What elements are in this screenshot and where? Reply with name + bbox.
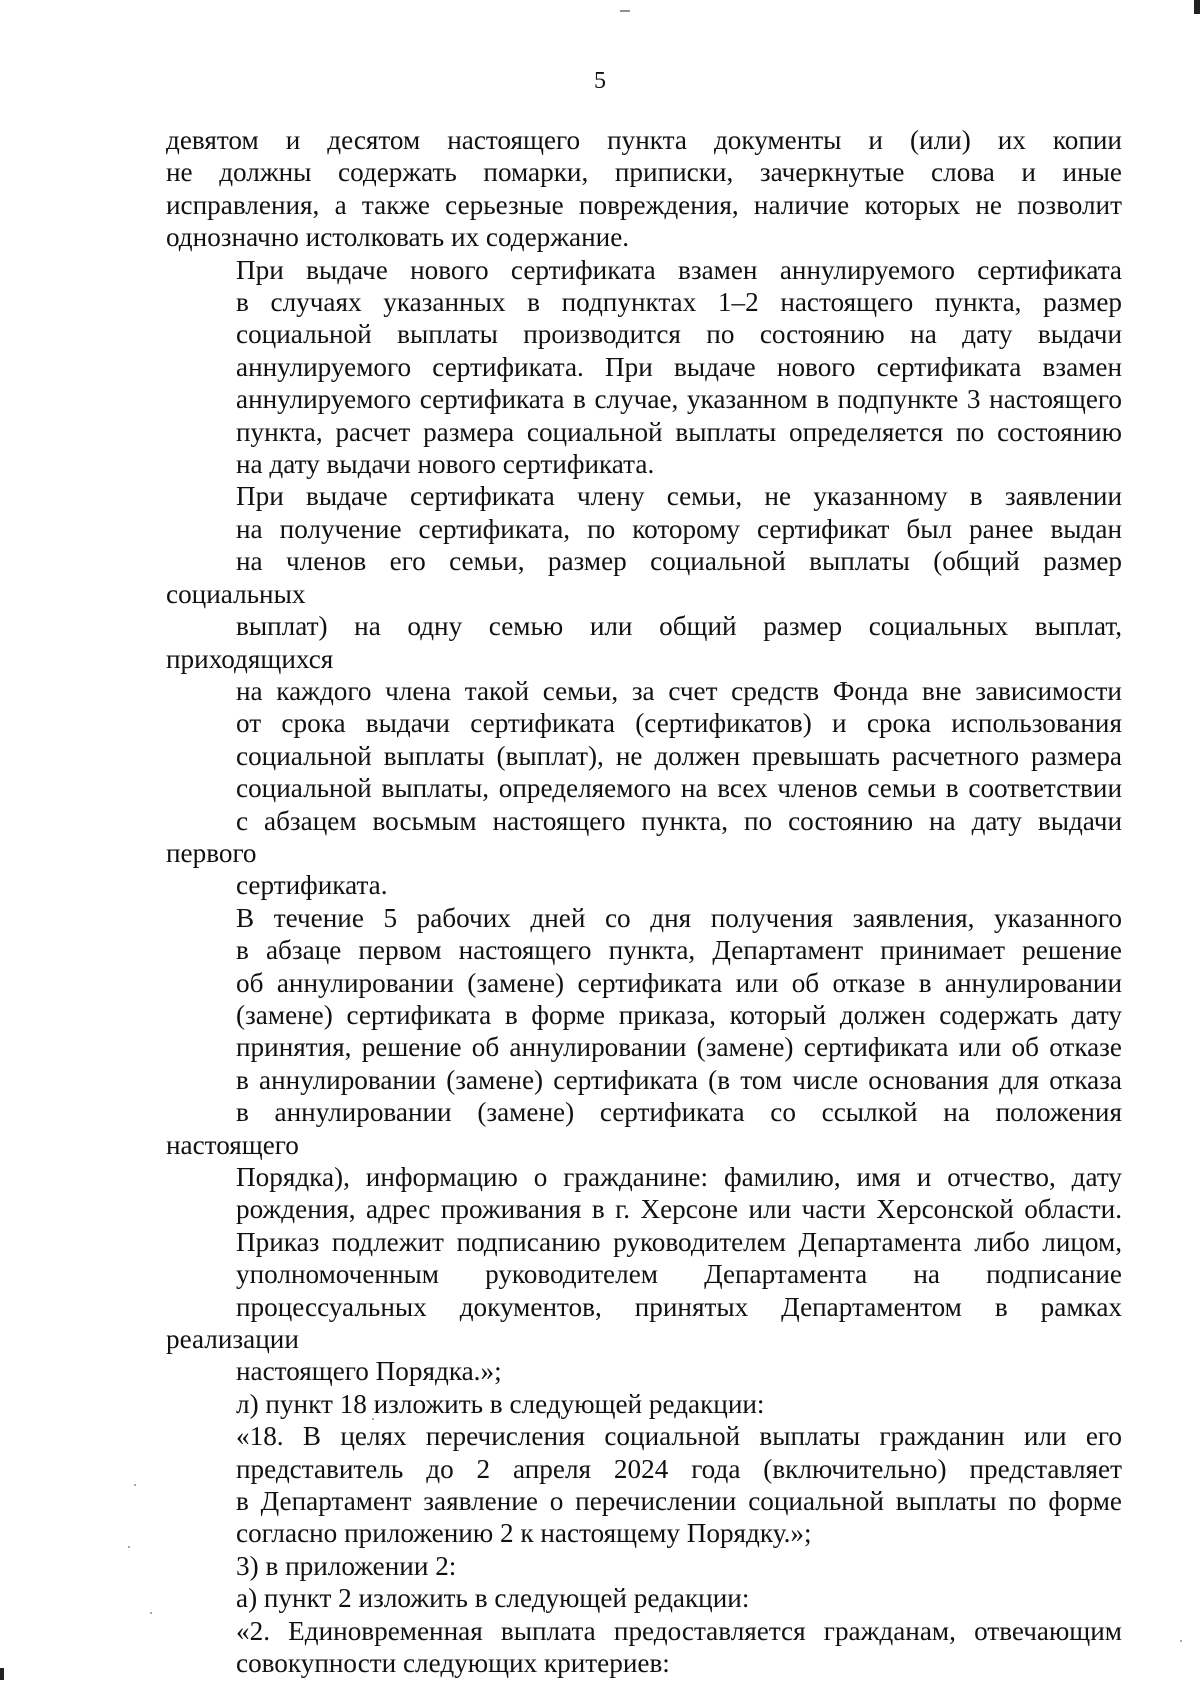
text-line: совокупности следующих критериев: <box>236 1648 670 1679</box>
text-line: на каждого члена такой семьи, за счет средств Фонда вне зависимости <box>236 675 1122 706</box>
text-line: При выдаче нового сертификата взамен аннулируемого сертификата <box>236 254 1122 285</box>
scan-artifact <box>1194 0 1200 14</box>
text-line: Приказ подлежит подписанию руководителем Департамента либо лицом, <box>236 1226 1122 1257</box>
scan-speck <box>134 1484 136 1486</box>
scan-speck <box>128 1546 130 1548</box>
text-line: а) пункт 2 изложить в следующей редакции: <box>236 1583 750 1614</box>
scan-speck <box>150 1612 152 1614</box>
text-line: настоящего Порядка.»; <box>236 1356 502 1387</box>
text-line: социальной выплаты, определяемого на всех членов семьи в соответствии <box>236 773 1122 804</box>
scan-speck <box>1180 1640 1182 1642</box>
text-line: на получение сертификата, по которому сертификат был ранее выдан <box>236 513 1122 544</box>
text-line: в Департамент заявление о перечислении социальной выплаты по форме <box>236 1486 1122 1517</box>
text-line: однозначно истолковать их содержание. <box>166 222 630 253</box>
text-line: в аннулировании (замене) сертификата со ссылкой на положения настоящего <box>166 1097 1122 1160</box>
text-line: с абзацем восьмым настоящего пункта, по состоянию на дату выдачи первого <box>166 805 1122 868</box>
text-line: пункта, расчет размера социальной выплаты определяется по состоянию <box>236 416 1122 447</box>
text-line: Порядка), информацию о гражданине: фамилию, имя и отчество, дату <box>236 1162 1122 1192</box>
text-line: не должны содержать помарки, приписки, зачеркнутые слова и иные <box>166 157 1122 188</box>
text-line: «2. Единовременная выплата предоставляется гражданам, отвечающим <box>236 1615 1122 1646</box>
text-line: представитель до 2 апреля 2024 года (включительно) представляет <box>236 1453 1122 1484</box>
text-line: сертификата. <box>236 870 388 901</box>
text-line: социальной выплаты (выплат), не должен превышать расчетного размера <box>236 740 1122 771</box>
text-line: В течение 5 рабочих дней со дня получения заявления, указанного <box>236 902 1122 933</box>
text-line: согласно приложению 2 к настоящему Порядку.»; <box>236 1518 812 1549</box>
text-line: в аннулировании (замене) сертификата (в том числе основания для отказа <box>236 1064 1122 1095</box>
text-line: «18. В целях перечисления социальной выплаты гражданин или его <box>236 1421 1122 1452</box>
paragraph <box>166 254 1122 481</box>
text-line: рождения, адрес проживания в г. Херсоне или части Херсонской области. <box>236 1194 1122 1225</box>
paragraph <box>166 480 1122 901</box>
text-line: принятия, решение об аннулировании (замене) сертификата или об отказе <box>236 1032 1122 1063</box>
text-line: выплат) на одну семью или общий размер социальных выплат, приходящихся <box>166 611 1122 674</box>
text-line: на дату выдачи нового сертификата. <box>236 449 655 480</box>
text-line: на членов его семьи, размер социальной выплаты (общий размер социальных <box>166 546 1122 609</box>
text-line: в абзаце первом настоящего пункта, Департамент принимает решение <box>236 935 1122 966</box>
text-line: девятом и десятом настоящего пункта документы и (или) их копии <box>166 125 1122 155</box>
paragraph <box>166 1615 1122 1680</box>
text-line: (замене) сертификата в форме приказа, который должен содержать дату <box>236 999 1122 1030</box>
scan-artifact <box>0 1668 4 1680</box>
paragraph <box>166 1550 1122 1582</box>
text-line: от срока выдачи сертификата (сертификатов) и срока использования <box>236 708 1122 739</box>
paragraph <box>166 1388 1122 1420</box>
paragraph <box>166 902 1122 1388</box>
text-line: процессуальных документов, принятых Департаментом в рамках реализации <box>166 1291 1122 1355</box>
text-line: л) пункт 18 изложить в следующей редакции: <box>236 1388 765 1419</box>
scan-artifact <box>620 10 630 12</box>
text-line: При выдаче сертификата члену семьи, не указанному в заявлении <box>236 481 1122 512</box>
page-number: 5 <box>594 68 606 94</box>
paragraph <box>166 1420 1122 1550</box>
text-line: аннулируемого сертификата в случае, указанном в подпункте 3 настоящего <box>236 384 1122 415</box>
paragraph <box>166 124 1122 254</box>
document-body <box>166 124 1122 1680</box>
text-line: в случаях указанных в подпунктах 1–2 настоящего пункта, размер <box>236 287 1122 318</box>
text-line: уполномоченным руководителем Департамента на подписание <box>236 1259 1122 1290</box>
text-line: об аннулировании (замене) сертификата или об отказе в аннулировании <box>236 967 1122 998</box>
text-line: исправления, а также серьезные повреждения, наличие которых не позволит <box>166 189 1122 220</box>
text-line: 3) в приложении 2: <box>236 1550 457 1581</box>
text-line: аннулируемого сертификата. При выдаче нового сертификата взамен <box>236 351 1122 382</box>
paragraph <box>166 1582 1122 1614</box>
text-line: социальной выплаты производится по состоянию на дату выдачи <box>236 319 1122 350</box>
